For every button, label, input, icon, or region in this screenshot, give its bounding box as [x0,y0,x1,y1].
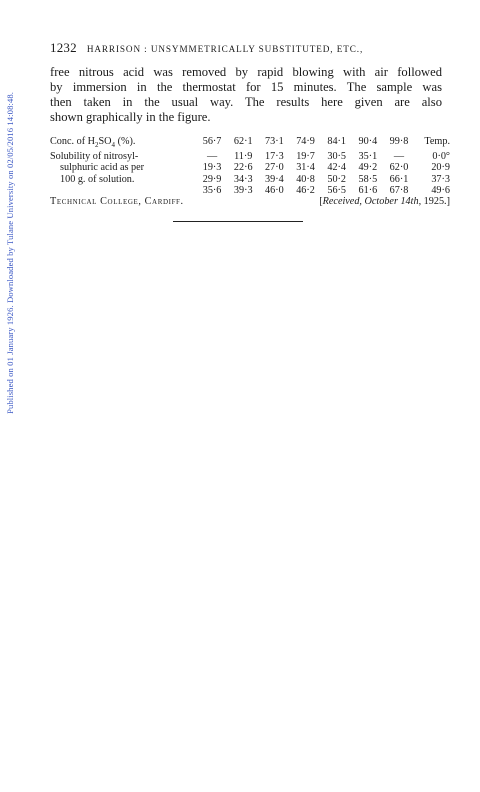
table-cell: 39·4 [265,173,284,185]
table-cell: 27·0 [265,162,284,174]
temperature-header: Temp. [424,136,450,147]
concentration-cell: 74·9 [296,136,315,147]
table-cell: 31·4 [296,162,315,174]
table-cell: 11·9 [234,151,253,163]
table-row [50,162,450,173]
table-cell: 58·5 [358,173,378,185]
table-cell: 50·2 [327,173,347,185]
download-watermark-text: Published on 01 January 1926. Downloaded by Tulane University on 02/05/2016 14:08:48. [5,92,15,414]
received-date [319,196,450,207]
table-cell: 22·6 [233,162,253,174]
table-cell: 35·6 [202,184,222,196]
page-number: 1232 [50,40,77,55]
solubility-label-line: sulphuric acid as per [60,162,145,174]
concentration-row [50,136,450,151]
conc-label-part: Conc. of H [50,136,95,147]
concentration-cell: 84·1 [327,136,347,147]
received-bracket: [ [319,196,323,207]
table-cell: 67·8 [389,184,409,196]
conc-label-subscript: 4 [111,141,116,150]
table-cell: 66·1 [389,173,409,185]
conc-label-part: SO [98,136,112,147]
solubility-label-line: Solubility of nitrosyl- [50,151,139,163]
affiliation: Technical College, Cardiff. [50,196,184,207]
concentration-cell: 90·4 [358,136,378,147]
body-line: shown graphically in the figure. [50,110,211,124]
table-row [50,151,450,162]
table-cell: 49·2 [358,162,378,174]
table-cell: 40·8 [296,173,315,185]
table-cell: 42·4 [327,162,347,174]
body-line: free nitrous acid was removed by rapid blowing with air followed [50,65,442,79]
table-cell: 62·0 [389,162,409,174]
conc-label-part: (%). [115,136,136,147]
running-header [50,40,430,56]
table-cell: 46·2 [296,184,315,196]
article-footer [50,196,450,207]
table-row [50,174,450,185]
table-cell: 61·6 [358,184,378,196]
end-rule [173,221,303,222]
table-cell: 30·5 [327,151,347,163]
temperature-cell: 0·0° [432,151,450,163]
concentration-cell: 73·1 [265,136,284,147]
body-paragraph [50,65,442,125]
concentration-cell: 56·7 [202,136,222,147]
solubility-table [50,136,450,196]
table-cell: — [393,151,405,163]
concentration-label [50,136,196,151]
temperature-cell: 20·9 [431,162,450,174]
concentration-cell: 62·1 [233,136,253,147]
table-cell: 17·3 [265,151,284,163]
received-year: 1925.] [421,196,450,207]
body-line: then taken in the usual way. The results here given are also [50,95,442,109]
body-line: by immersion in the thermostat for 15 minutes. The sample was [50,80,442,94]
table-cell: 29·9 [202,173,222,185]
table-cell: 39·3 [233,184,253,196]
solubility-label-spacer [50,185,196,196]
table-cell: 19·7 [296,151,315,163]
temperature-cell: 49·6 [431,184,450,196]
concentration-cell: 99·8 [389,136,409,147]
running-head-title: HARRISON : UNSYMMETRICALLY SUBSTITUTED, ETC., [86,44,364,54]
table-cell: 56·5 [327,184,347,196]
download-watermark [2,92,18,692]
table-cell: 34·3 [233,173,253,185]
received-label: Received, October 14th, [322,196,422,207]
table-cell: 19·3 [202,162,222,174]
table-cell: 35·1 [358,151,378,163]
table-row [50,185,450,196]
table-cell: — [206,151,218,163]
table-cell: 46·0 [265,184,284,196]
conc-label-subscript: 2 [95,141,99,150]
temperature-cell: 37·3 [431,173,450,185]
solubility-label-line: 100 g. of solution. [60,173,135,185]
